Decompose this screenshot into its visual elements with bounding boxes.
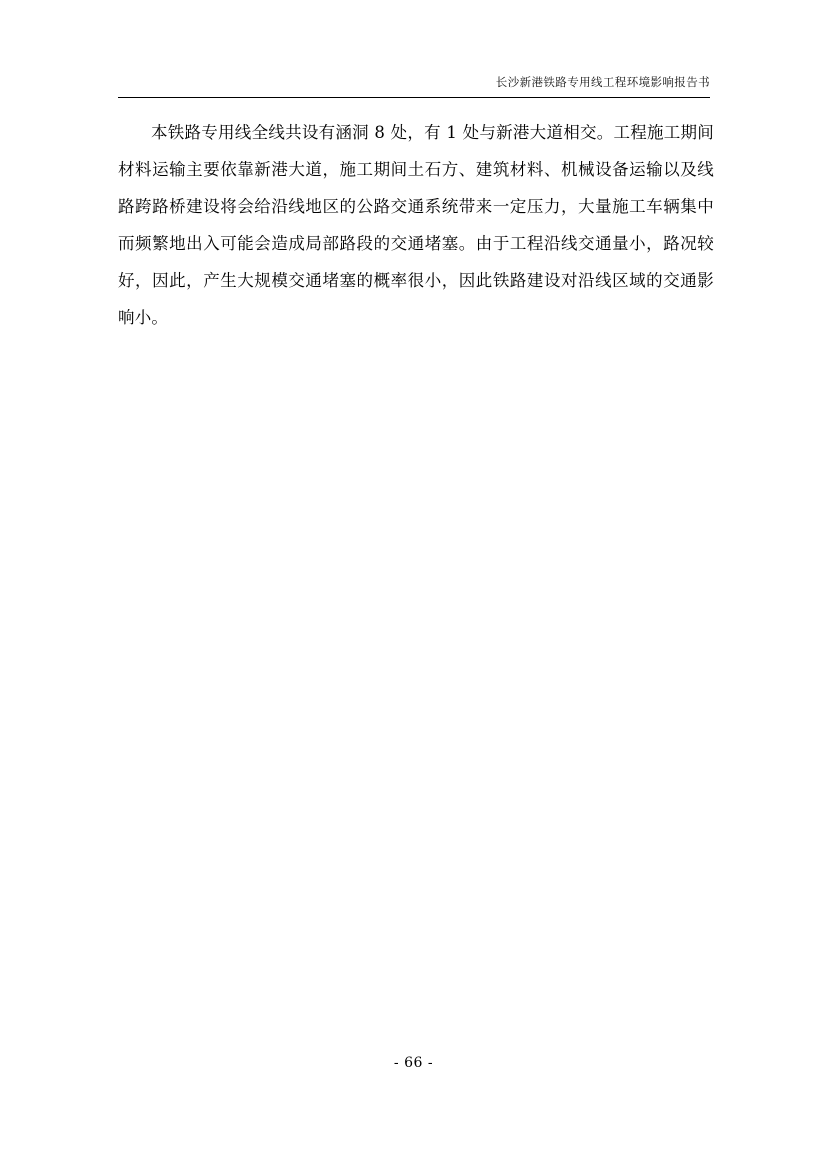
body-paragraph: 本铁路专用线全线共设有涵洞 8 处，有 1 处与新港大道相交。工程施工期间材料运输主要依靠新港大道，施工期间土石方、建筑材料、机械设备运输以及线路跨路桥建设将会给沿线地区的公路交通系统带来一定压力，大量施工车辆集中而频繁地出入可能会造成局部路段的交通堵塞。由于工程沿线交通量小，路况较好，因此，产生大规模交通堵塞的概率很小，因此铁路建设对沿线区域的交通影响小。 — [118, 123, 714, 327]
running-header: 长沙新港铁路专用线工程环境影响报告书 — [495, 75, 710, 89]
page-number: - 66 - — [393, 1055, 434, 1071]
header-divider — [118, 97, 710, 98]
